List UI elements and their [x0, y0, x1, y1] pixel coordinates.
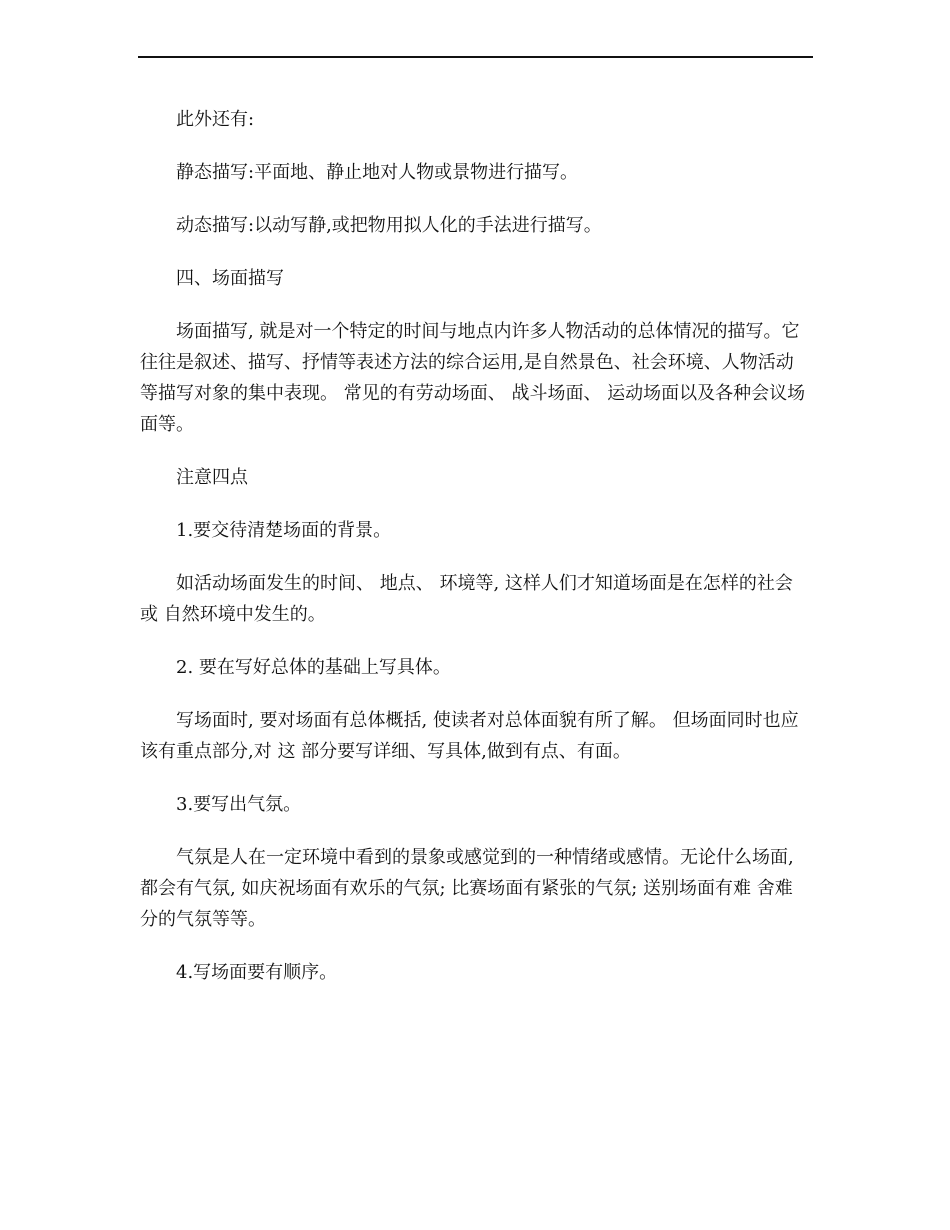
- paragraph: 静态描写:平面地、静止地对人物或景物进行描写。: [176, 162, 579, 183]
- paragraph: 如活动场面发生的时间、 地点、 环境等, 这样人们才知道场面是在怎样的社会或 自然环境中发生的。: [140, 573, 793, 625]
- list-item-heading: 4.写场面要有顺序。: [176, 962, 338, 983]
- section-heading: 四、场面描写: [176, 268, 284, 289]
- paragraph: 动态描写:以动写静,或把物用拟人化的手法进行描写。: [176, 215, 602, 236]
- paragraph: 场面描写, 就是对一个特定的时间与地点内许多人物活动的总体情况的描写。它 往往是叙述、描写、抒情等表述方法的综合运用,是自然景色、社会环境、人物活动等描写对象的集中表现。 常见的有劳动场面、 战斗场面、 运动场面以及各种会议场面等。: [140, 321, 806, 435]
- paragraph: 写场面时, 要对场面有总体概括, 使读者对总体面貌有所了解。 但场面同时也应 该有重点部分,对 这 部分要写详细、写具体,做到有点、有面。: [140, 710, 799, 762]
- list-item-heading: 2. 要在写好总体的基础上写具体。: [176, 657, 451, 678]
- paragraph: 气氛是人在一定环境中看到的景象或感觉到的一种情绪或感情。无论什么场面,都会有气氛, 如庆祝场面有欢乐的气氛; 比赛场面有紧张的气氛; 送别场面有难 舍难分的气氛等等。: [140, 847, 794, 930]
- list-item-heading: 1.要交待清楚场面的背景。: [176, 520, 392, 541]
- paragraph: 此外还有:: [176, 109, 255, 130]
- header-rule: [138, 56, 813, 58]
- list-item-heading: 3.要写出气氛。: [176, 794, 302, 815]
- subheading: 注意四点: [176, 467, 248, 488]
- document-body: [140, 104, 808, 988]
